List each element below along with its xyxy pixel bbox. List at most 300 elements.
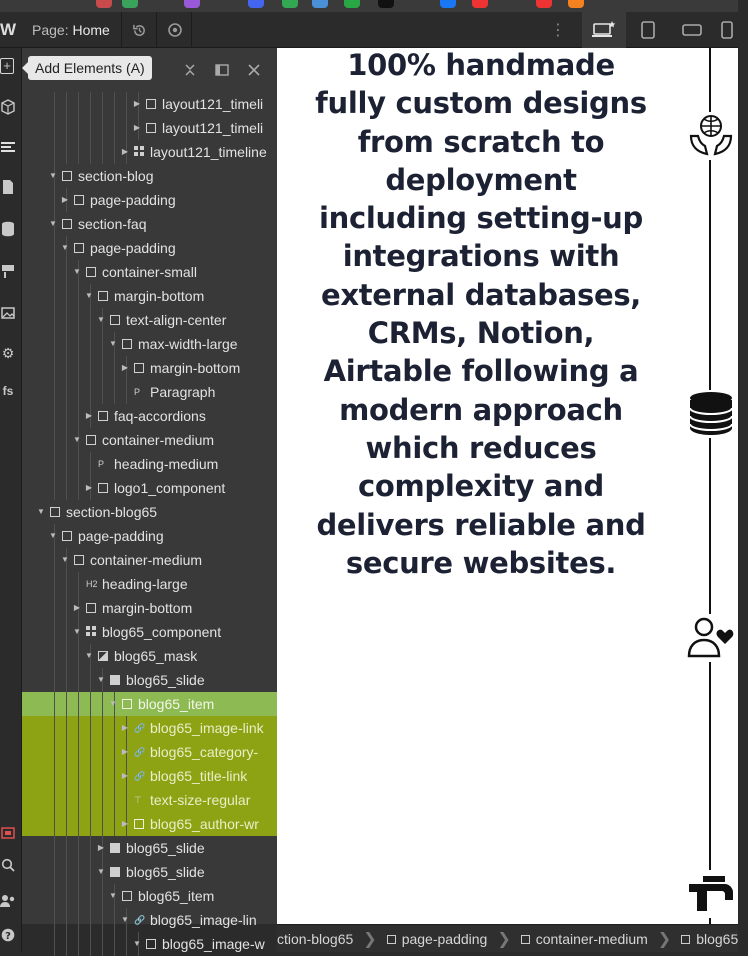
timeline-line	[709, 48, 711, 924]
tree-guide-line	[78, 404, 79, 428]
breakpoint-tablet-button[interactable]	[626, 12, 670, 48]
caret-down-icon[interactable]: ▼	[73, 627, 81, 636]
caret-right-icon[interactable]: ▶	[121, 363, 129, 372]
tree-guide-line	[90, 764, 91, 788]
hero-text-line: deployment	[385, 162, 577, 197]
tree-guide-line	[78, 332, 79, 356]
tree-guide-line	[54, 116, 55, 140]
add-elements-icon[interactable]: +	[0, 58, 14, 74]
hero-text-line: modern approach	[339, 392, 623, 427]
breadcrumb-item-label: blog65	[696, 931, 739, 947]
collaborators-icon[interactable]	[0, 892, 16, 910]
assets-icon[interactable]	[0, 304, 16, 322]
navigator-row-label: page-padding	[90, 240, 176, 256]
div-block-icon	[62, 531, 72, 541]
tree-guide-line	[102, 740, 103, 764]
extension-icon[interactable]	[378, 0, 394, 8]
webflow-logo-icon[interactable]: W	[0, 20, 17, 39]
div-block-icon	[86, 267, 96, 277]
slide-icon	[110, 867, 120, 877]
tree-guide-line	[78, 668, 79, 692]
more-options-icon[interactable]: ⋮	[550, 22, 566, 39]
navigator-row-label: Paragraph	[150, 384, 216, 400]
tree-guide-line	[114, 380, 115, 404]
tree-guide-line	[54, 740, 55, 764]
tree-guide-line	[54, 764, 55, 788]
tree-guide-line	[114, 740, 115, 764]
tree-guide-line	[66, 932, 67, 956]
caret-right-icon[interactable]: ▶	[121, 771, 129, 780]
tree-guide-line	[66, 836, 67, 860]
caret-right-icon[interactable]: ▶	[85, 483, 93, 492]
caret-right-icon[interactable]: ▶	[121, 747, 129, 756]
tree-guide-line	[78, 476, 79, 500]
tree-guide-line	[66, 572, 67, 596]
link-icon: 🔗	[134, 747, 146, 757]
caret-down-icon[interactable]: ▼	[49, 219, 57, 228]
navigator-row[interactable]	[22, 284, 277, 308]
navigator-row[interactable]	[22, 644, 277, 668]
breadcrumb-item[interactable]	[511, 925, 658, 953]
tree-guide-line	[90, 788, 91, 812]
tree-guide-line	[66, 428, 67, 452]
caret-down-icon[interactable]: ▼	[109, 891, 117, 900]
tree-guide-line	[66, 788, 67, 812]
tree-guide-line	[66, 356, 67, 380]
extension-icon[interactable]	[472, 0, 488, 8]
navigator-row[interactable]	[22, 428, 277, 452]
caret-right-icon[interactable]: ▶	[73, 603, 81, 612]
tree-guide-line	[102, 116, 103, 140]
user-heart-icon	[687, 614, 735, 662]
tree-guide-line	[66, 884, 67, 908]
breadcrumb-item-label: ction-blog65	[277, 931, 354, 947]
tree-guide-line	[66, 404, 67, 428]
navigator-row-label: blog65_component	[102, 624, 222, 640]
dock-panel-icon[interactable]	[212, 60, 232, 80]
navigator-row[interactable]	[22, 716, 277, 740]
caret-down-icon[interactable]: ▼	[109, 339, 117, 348]
extension-icon[interactable]	[184, 0, 200, 8]
navigator-row-label: blog65_category-	[150, 744, 259, 760]
add-elements-tooltip: Add Elements (A)	[28, 56, 152, 80]
tree-guide-line	[66, 740, 67, 764]
navigator-row[interactable]	[22, 476, 277, 500]
navigator-row[interactable]	[22, 908, 277, 932]
breakpoint-mobile-landscape-button[interactable]	[670, 12, 714, 48]
tree-guide-line	[78, 932, 79, 956]
breadcrumb-item[interactable]	[277, 925, 363, 953]
breakpoint-mobile-portrait-button[interactable]	[714, 12, 738, 48]
navigator-row[interactable]	[22, 524, 277, 548]
navigator-row[interactable]	[22, 308, 277, 332]
navigator-row[interactable]	[22, 740, 277, 764]
tree-guide-line	[54, 692, 55, 716]
breadcrumb-item[interactable]	[377, 925, 498, 953]
tree-guide-line	[90, 668, 91, 692]
tree-guide-line	[90, 452, 91, 476]
navigator-row-label: faq-accordions	[114, 408, 206, 424]
navigator-row-label: layout121_timeli	[162, 120, 264, 136]
navigator-row[interactable]	[22, 140, 277, 164]
tree-guide-line	[66, 308, 67, 332]
link-icon: 🔗	[134, 771, 146, 781]
div-block-icon	[86, 603, 96, 613]
hero-text-line: external databases,	[320, 277, 642, 312]
navigator-panel	[22, 48, 277, 952]
tree-guide-line	[114, 788, 115, 812]
caret-down-icon[interactable]: ▼	[49, 171, 57, 180]
caret-down-icon[interactable]: ▼	[97, 315, 105, 324]
navigator-row[interactable]	[22, 116, 277, 140]
navigator-row[interactable]	[22, 356, 277, 380]
tree-guide-line	[66, 860, 67, 884]
extension-icon[interactable]	[312, 0, 328, 8]
tree-guide-line	[66, 716, 67, 740]
tree-guide-line	[78, 356, 79, 380]
div-block-icon	[134, 363, 144, 373]
tree-guide-line	[90, 116, 91, 140]
navigator-row-label: container-small	[102, 264, 197, 280]
navigator-row-label: blog65_image-lin	[150, 912, 257, 928]
navigator-row-label: heading-large	[102, 576, 188, 592]
caret-right-icon[interactable]: ▶	[85, 411, 93, 420]
search-icon[interactable]	[0, 856, 16, 874]
tree-guide-line	[114, 812, 115, 836]
navigator-tree	[22, 92, 277, 956]
navigator-row-label: logo1_component	[114, 480, 226, 496]
navigator-row[interactable]	[22, 164, 277, 188]
caret-down-icon[interactable]: ▼	[121, 915, 129, 924]
breadcrumb-item[interactable]	[671, 925, 748, 953]
tree-guide-line	[54, 812, 55, 836]
tree-guide-line	[114, 92, 115, 116]
design-canvas[interactable]	[277, 48, 738, 924]
div-block-icon	[74, 243, 84, 253]
navigator-row[interactable]	[22, 788, 277, 812]
navigator-row-label: margin-bottom	[150, 360, 241, 376]
div-block-icon	[98, 411, 108, 421]
tree-guide-line	[54, 908, 55, 932]
tree-guide-line	[90, 332, 91, 356]
tree-guide-line	[78, 284, 79, 308]
tree-guide-line	[66, 92, 67, 116]
preview-button[interactable]	[158, 12, 192, 48]
navigator-row[interactable]	[22, 92, 277, 116]
tree-guide-line	[54, 644, 55, 668]
hero-text-line: 100% handmade	[347, 48, 615, 82]
caret-down-icon[interactable]: ▼	[37, 507, 45, 516]
navigator-row-label: container-medium	[90, 552, 203, 568]
tree-guide-line	[90, 740, 91, 764]
eye-icon	[167, 22, 183, 38]
caret-down-icon[interactable]: ▼	[61, 243, 69, 252]
heading-icon: H2	[86, 579, 98, 589]
slide-icon	[110, 843, 120, 853]
breadcrumb-separator-icon: ❯	[363, 931, 377, 948]
navigator-row[interactable]	[22, 188, 277, 212]
tree-guide-line	[66, 452, 67, 476]
caret-down-icon[interactable]: ▼	[73, 267, 81, 276]
div-block-icon	[110, 315, 120, 325]
caret-right-icon[interactable]: ▶	[133, 123, 141, 132]
div-block-icon	[98, 483, 108, 493]
tree-guide-line	[126, 932, 127, 956]
page-selector-prefix: Page:	[32, 22, 69, 38]
extension-icon[interactable]	[344, 0, 360, 8]
tree-guide-line	[78, 140, 79, 164]
caret-down-icon[interactable]: ▼	[85, 651, 93, 660]
component-grid-icon	[86, 626, 96, 636]
tree-guide-line	[90, 356, 91, 380]
tree-guide-line	[78, 764, 79, 788]
hero-text-line: from scratch to	[357, 124, 605, 159]
caret-down-icon[interactable]: ▼	[85, 291, 93, 300]
tree-guide-line	[114, 716, 115, 740]
navigator-row[interactable]	[22, 332, 277, 356]
collapse-all-icon[interactable]	[180, 60, 200, 80]
database-icon	[687, 390, 735, 438]
tree-guide-line	[90, 308, 91, 332]
hero-text-line: Airtable following a	[323, 354, 639, 389]
tree-guide-line	[114, 140, 115, 164]
page-selector[interactable]	[24, 12, 122, 48]
finsweet-icon[interactable]: fs	[2, 384, 14, 398]
caret-down-icon[interactable]: ▼	[109, 699, 117, 708]
caret-down-icon[interactable]: ▼	[49, 531, 57, 540]
tree-guide-line	[102, 812, 103, 836]
tree-guide-line	[78, 452, 79, 476]
hero-text-line: integrations with	[342, 239, 620, 274]
tree-guide-line	[114, 764, 115, 788]
navigator-row-label: section-faq	[78, 216, 147, 232]
tree-guide-line	[54, 932, 55, 956]
tree-guide-line	[66, 140, 67, 164]
hero-text-line: complexity and	[358, 469, 604, 504]
caret-right-icon[interactable]: ▶	[97, 843, 105, 852]
div-block-icon	[122, 339, 132, 349]
tree-guide-line	[54, 332, 55, 356]
extension-icon[interactable]	[122, 0, 138, 8]
hero-text-line: CRMs, Notion,	[367, 316, 595, 351]
tree-guide-line	[102, 788, 103, 812]
navigator-row-label: page-padding	[78, 528, 164, 544]
text-block-icon: ⊤	[134, 795, 142, 805]
tree-guide-line	[54, 308, 55, 332]
element-breadcrumb	[277, 924, 738, 952]
extension-icon[interactable]	[440, 0, 456, 8]
close-panel-icon[interactable]	[244, 60, 264, 80]
mobile-portrait-icon	[719, 21, 733, 39]
tree-guide-line	[78, 836, 79, 860]
navigator-row-label: blog65_image-link	[150, 720, 264, 736]
navigator-row-label: blog65_title-link	[150, 768, 248, 784]
div-block-icon	[62, 219, 72, 229]
tree-guide-line	[114, 908, 115, 932]
tree-guide-line	[90, 716, 91, 740]
tree-guide-line	[54, 260, 55, 284]
tree-guide-line	[54, 284, 55, 308]
tree-guide-line	[78, 908, 79, 932]
caret-right-icon[interactable]: ▶	[133, 99, 141, 108]
navigator-row[interactable]	[22, 380, 277, 404]
tree-guide-line	[66, 812, 67, 836]
navigator-row-label: blog65_item	[138, 888, 215, 904]
integration-logo-icon	[687, 870, 735, 918]
navigator-row[interactable]	[22, 212, 277, 236]
navigator-row[interactable]	[22, 620, 277, 644]
navigator-row[interactable]	[22, 500, 277, 524]
ecommerce-icon[interactable]	[0, 262, 16, 280]
tree-guide-line	[66, 596, 67, 620]
slider-mask-icon	[98, 651, 108, 661]
tree-guide-line	[90, 812, 91, 836]
navigator-row-label: blog65_author-wr	[150, 816, 259, 832]
div-block-icon	[521, 935, 530, 944]
caret-down-icon[interactable]: ▼	[97, 867, 105, 876]
extension-icon[interactable]	[248, 0, 264, 8]
tree-guide-line	[102, 380, 103, 404]
tree-guide-line	[90, 932, 91, 956]
div-block-icon	[146, 99, 156, 109]
navigator-row[interactable]	[22, 764, 277, 788]
tree-guide-line	[66, 620, 67, 644]
tree-guide-line	[54, 140, 55, 164]
tree-guide-line	[102, 140, 103, 164]
tree-guide-line	[78, 644, 79, 668]
tree-guide-line	[126, 92, 127, 116]
tree-guide-line	[66, 476, 67, 500]
navigator-row[interactable]	[22, 836, 277, 860]
designer-topbar	[0, 12, 738, 48]
div-block-icon	[74, 555, 84, 565]
navigator-row[interactable]	[22, 260, 277, 284]
pages-icon[interactable]	[0, 178, 16, 196]
hero-text-line: secure websites.	[345, 545, 617, 580]
tree-guide-line	[78, 788, 79, 812]
caret-right-icon[interactable]: ▶	[121, 723, 129, 732]
navigator-row-label: blog65_mask	[114, 648, 198, 664]
tree-guide-line	[90, 884, 91, 908]
navigator-row-label: margin-bottom	[102, 600, 193, 616]
hero-text-line: including setting-up	[318, 201, 643, 236]
tree-guide-line	[54, 836, 55, 860]
navigator-row[interactable]	[22, 452, 277, 476]
hero-paragraph[interactable]	[311, 46, 651, 582]
history-button[interactable]	[123, 12, 157, 48]
navigator-row[interactable]	[22, 932, 277, 956]
tree-guide-line	[78, 380, 79, 404]
tree-guide-line	[54, 548, 55, 572]
caret-right-icon[interactable]: ▶	[61, 195, 69, 204]
settings-gear-icon[interactable]: ⚙	[1, 344, 15, 361]
tree-guide-line	[54, 356, 55, 380]
caret-down-icon[interactable]: ▼	[97, 675, 105, 684]
tree-guide-line	[54, 572, 55, 596]
breakpoint-desktop-button[interactable]	[582, 12, 626, 48]
navigator-row-label: layout121_timeli	[162, 96, 264, 112]
tree-guide-line	[102, 764, 103, 788]
breadcrumb-item-label: container-medium	[535, 931, 648, 947]
symbols-cube-icon[interactable]	[0, 98, 16, 116]
tree-guide-line	[54, 884, 55, 908]
extension-icon[interactable]	[96, 0, 112, 8]
tree-guide-line	[78, 860, 79, 884]
extension-icon[interactable]	[536, 0, 552, 8]
navigator-row-label: blog65_image-w	[162, 936, 265, 952]
help-icon[interactable]	[0, 926, 16, 944]
caret-right-icon[interactable]: ▶	[121, 819, 129, 828]
navigator-row[interactable]	[22, 404, 277, 428]
tree-guide-line	[102, 332, 103, 356]
extension-icon[interactable]	[568, 0, 584, 8]
navigator-icon[interactable]	[0, 138, 16, 156]
caret-down-icon[interactable]: ▼	[61, 555, 69, 564]
mobile-landscape-icon	[682, 23, 702, 37]
tree-guide-line	[54, 716, 55, 740]
tree-guide-line	[90, 860, 91, 884]
tree-guide-line	[102, 932, 103, 956]
cms-database-icon[interactable]	[0, 220, 16, 238]
tree-guide-line	[66, 380, 67, 404]
globe-hands-icon	[687, 112, 735, 160]
history-icon	[132, 23, 147, 38]
tablet-icon	[640, 21, 656, 39]
navigator-row[interactable]	[22, 548, 277, 572]
hero-text-line: fully custom designs	[315, 86, 647, 121]
svg-text:?: ?	[5, 931, 11, 942]
tree-guide-line	[54, 860, 55, 884]
navigator-row-label: text-align-center	[126, 312, 227, 328]
navigator-row[interactable]	[22, 692, 277, 716]
navigator-row-label: section-blog65	[66, 504, 158, 520]
tree-guide-line	[66, 908, 67, 932]
tree-guide-line	[78, 308, 79, 332]
navigator-row[interactable]	[22, 572, 277, 596]
tree-guide-line	[90, 380, 91, 404]
tree-guide-line	[66, 260, 67, 284]
navigator-row[interactable]	[22, 812, 277, 836]
caret-down-icon[interactable]: ▼	[73, 435, 81, 444]
navigator-row[interactable]	[22, 236, 277, 260]
tree-guide-line	[102, 884, 103, 908]
navigator-row[interactable]	[22, 668, 277, 692]
navigator-row-label: section-blog	[78, 168, 154, 184]
desktop-star-icon	[592, 21, 616, 39]
caret-right-icon[interactable]: ▶	[121, 147, 129, 156]
navigator-row[interactable]	[22, 884, 277, 908]
tree-guide-line	[54, 596, 55, 620]
tree-guide-line	[54, 380, 55, 404]
navigator-row[interactable]	[22, 596, 277, 620]
tree-guide-line	[78, 572, 79, 596]
audit-icon[interactable]	[0, 824, 16, 842]
navigator-row[interactable]	[22, 860, 277, 884]
tree-guide-line	[90, 836, 91, 860]
tree-guide-line	[78, 884, 79, 908]
paragraph-icon: P	[134, 387, 141, 397]
tree-guide-line	[54, 428, 55, 452]
navigator-row-label: max-width-large	[138, 336, 238, 352]
tree-guide-line	[102, 692, 103, 716]
tree-guide-line	[126, 788, 127, 812]
navigator-row-label: blog65_slide	[126, 672, 205, 688]
link-icon: 🔗	[134, 915, 146, 925]
tree-guide-line	[114, 116, 115, 140]
extension-icon[interactable]	[282, 0, 298, 8]
navigator-row-label: layout121_timeline	[150, 144, 267, 160]
caret-down-icon[interactable]: ▼	[133, 939, 141, 948]
